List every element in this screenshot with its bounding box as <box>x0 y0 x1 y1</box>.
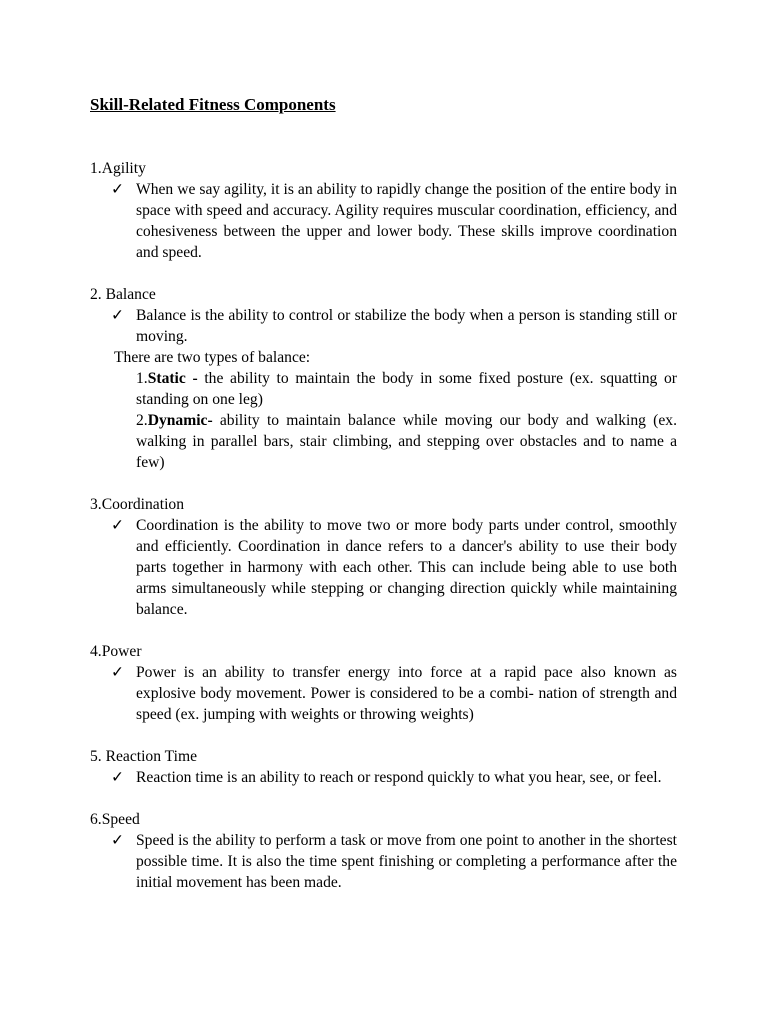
bullet-item <box>111 662 677 725</box>
check-mark-icon: ✓ <box>111 832 125 849</box>
check-mark-icon: ✓ <box>111 664 125 681</box>
type-number: 1. <box>136 370 148 387</box>
bullet-item <box>111 179 677 263</box>
document-title: Skill-Related Fitness Components <box>90 95 336 114</box>
check-mark-icon: ✓ <box>111 517 125 534</box>
balance-type-dynamic <box>136 410 677 473</box>
section-heading: 3.Coordination <box>90 496 184 513</box>
section-heading: 2. Balance <box>90 286 156 303</box>
section-heading: 4.Power <box>90 643 142 660</box>
section-heading: 1.Agility <box>90 160 146 177</box>
section-agility <box>90 158 677 263</box>
check-mark-icon: ✓ <box>111 181 125 198</box>
section-heading: 6.Speed <box>90 811 140 828</box>
type-name: Static - <box>147 370 198 387</box>
type-text: the ability to maintain the body in some fixed posture (ex. squatting or standing on one leg) <box>136 370 677 408</box>
bullet-text: Balance is the ability to control or stabilize the body when a person is standing still or moving. <box>136 307 677 345</box>
bullet-text: Speed is the ability to perform a task or move from one point to another in the shortest possible time. It is also the time spent finishing or completing a performance after the initial movement has been made. <box>136 832 677 891</box>
check-mark-icon: ✓ <box>111 769 125 786</box>
section-power <box>90 641 677 725</box>
bullet-text: Power is an ability to transfer energy into force at a rapid pace also known as explosive body movement. Power is considered to be a combi- nation of strength and speed (ex. jumping with weights or throwing weights) <box>136 664 677 723</box>
type-text: ability to maintain balance while moving our body and walking (ex. walking in parallel bars, stair climbing, and stepping over obstacles and to name a few) <box>136 412 677 471</box>
balance-type-static <box>136 368 677 410</box>
section-speed <box>90 809 677 893</box>
bullet-item <box>111 515 677 620</box>
bullet-item <box>111 305 677 347</box>
bullet-text: Reaction time is an ability to reach or respond quickly to what you hear, see, or feel. <box>136 769 662 786</box>
balance-types-intro: There are two types of balance: <box>114 349 311 366</box>
bullet-text: When we say agility, it is an ability to rapidly change the position of the entire body in space with speed and accuracy. Agility requires muscular coordination, efficiency, and cohesiveness between the upper and lower body. These skills improve coordination and speed. <box>136 181 677 261</box>
section-heading: 5. Reaction Time <box>90 748 197 765</box>
section-reaction-time <box>90 746 677 788</box>
check-mark-icon: ✓ <box>111 307 125 324</box>
type-name: Dynamic- <box>147 412 213 429</box>
bullet-item <box>111 767 677 788</box>
section-coordination <box>90 494 677 620</box>
document-page <box>90 93 677 914</box>
section-balance <box>90 284 677 473</box>
bullet-item <box>111 830 677 893</box>
type-number: 2. <box>136 412 148 429</box>
bullet-text: Coordination is the ability to move two or more body parts under control, smoothly and efficiently. Coordination in dance refers to a dancer's ability to use their body parts together in harmony with each other. This can include being able to use both arms simultaneously while stepping or changing direction quickly while maintaining balance. <box>136 517 677 618</box>
